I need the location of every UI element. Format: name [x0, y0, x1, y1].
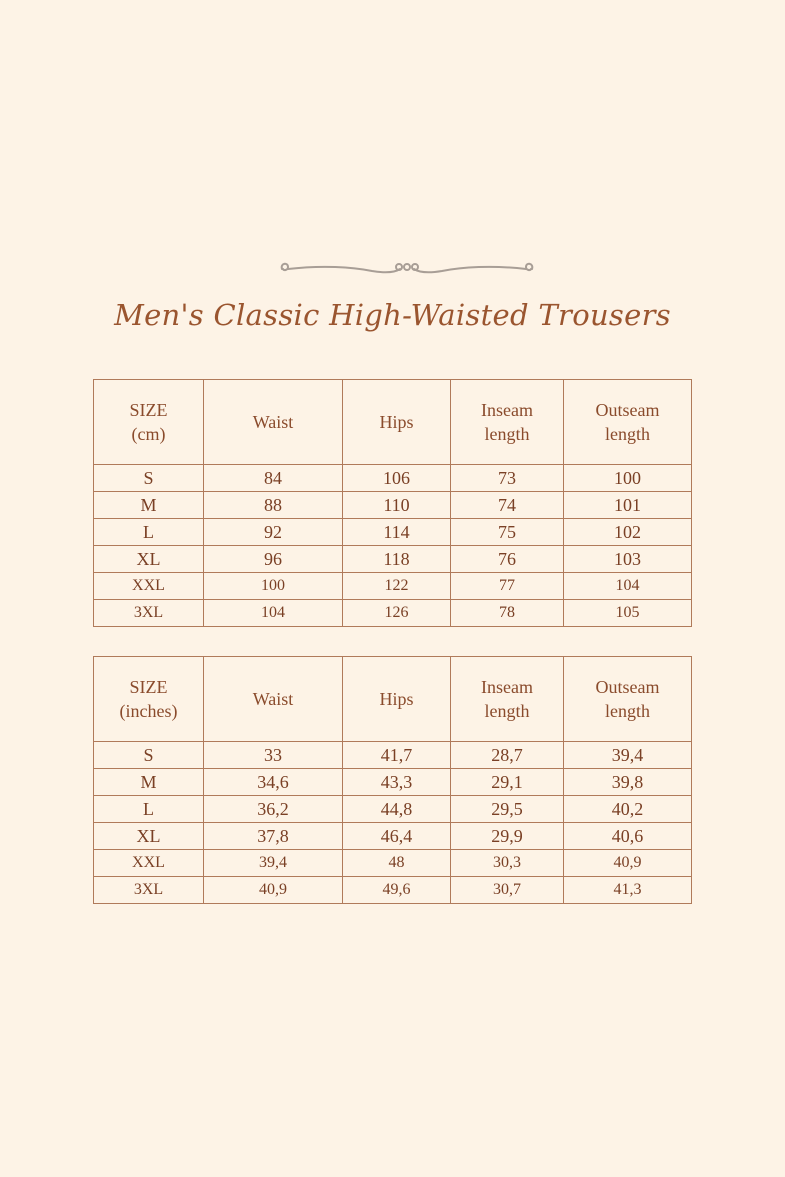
cell-inseam: 75 [451, 519, 564, 546]
header-size: SIZE (cm) [94, 380, 204, 465]
cell-waist: 40,9 [204, 877, 343, 904]
cell-hips: 118 [343, 546, 451, 573]
cell-size: XXL [94, 573, 204, 600]
cell-hips: 122 [343, 573, 451, 600]
cell-waist: 39,4 [204, 850, 343, 877]
header-outseam: Outseam length [564, 657, 692, 742]
header-waist: Waist [204, 380, 343, 465]
flourish-divider-icon [272, 257, 542, 281]
cell-outseam: 101 [564, 492, 692, 519]
cell-inseam: 78 [451, 600, 564, 627]
cell-inseam: 74 [451, 492, 564, 519]
table-row [94, 742, 692, 769]
cell-outseam: 102 [564, 519, 692, 546]
header-outseam: Outseam length [564, 380, 692, 465]
cell-hips: 110 [343, 492, 451, 519]
cell-size: S [94, 742, 204, 769]
cell-hips: 106 [343, 465, 451, 492]
cell-inseam: 28,7 [451, 742, 564, 769]
cell-inseam: 30,3 [451, 850, 564, 877]
cell-waist: 33 [204, 742, 343, 769]
size-table-inches [93, 656, 692, 904]
cell-hips: 41,7 [343, 742, 451, 769]
cell-waist: 36,2 [204, 796, 343, 823]
table-row [94, 465, 692, 492]
size-table-cm [93, 379, 692, 627]
header-size: SIZE (inches) [94, 657, 204, 742]
cell-outseam: 105 [564, 600, 692, 627]
cell-size: XL [94, 546, 204, 573]
table-row [94, 492, 692, 519]
cell-waist: 100 [204, 573, 343, 600]
cell-outseam: 104 [564, 573, 692, 600]
cell-hips: 44,8 [343, 796, 451, 823]
cell-hips: 43,3 [343, 769, 451, 796]
table-header-row [94, 657, 692, 742]
header-waist: Waist [204, 657, 343, 742]
cell-inseam: 29,1 [451, 769, 564, 796]
cell-hips: 49,6 [343, 877, 451, 904]
header-hips: Hips [343, 657, 451, 742]
cell-size: 3XL [94, 877, 204, 904]
table-row [94, 600, 692, 627]
cell-hips: 114 [343, 519, 451, 546]
table-row [94, 573, 692, 600]
cell-size: 3XL [94, 600, 204, 627]
cell-outseam: 39,8 [564, 769, 692, 796]
cell-waist: 88 [204, 492, 343, 519]
cell-outseam: 40,6 [564, 823, 692, 850]
header-hips: Hips [343, 380, 451, 465]
cell-outseam: 41,3 [564, 877, 692, 904]
header-inseam: Inseam length [451, 380, 564, 465]
cell-size: XXL [94, 850, 204, 877]
cell-size: S [94, 465, 204, 492]
cell-waist: 104 [204, 600, 343, 627]
table-row [94, 850, 692, 877]
table-row [94, 769, 692, 796]
header-inseam: Inseam length [451, 657, 564, 742]
table-row [94, 877, 692, 904]
cell-inseam: 29,5 [451, 796, 564, 823]
cell-outseam: 100 [564, 465, 692, 492]
cell-inseam: 76 [451, 546, 564, 573]
cell-waist: 34,6 [204, 769, 343, 796]
cell-size: L [94, 519, 204, 546]
cell-waist: 37,8 [204, 823, 343, 850]
cell-outseam: 103 [564, 546, 692, 573]
cell-size: XL [94, 823, 204, 850]
cell-hips: 46,4 [343, 823, 451, 850]
table-header-row [94, 380, 692, 465]
cell-inseam: 73 [451, 465, 564, 492]
cell-outseam: 40,2 [564, 796, 692, 823]
cell-waist: 96 [204, 546, 343, 573]
cell-hips: 126 [343, 600, 451, 627]
cell-inseam: 29,9 [451, 823, 564, 850]
cell-inseam: 77 [451, 573, 564, 600]
cell-size: M [94, 492, 204, 519]
cell-size: M [94, 769, 204, 796]
cell-inseam: 30,7 [451, 877, 564, 904]
table-row [94, 796, 692, 823]
page-title: Men's Classic High-Waisted Trousers [114, 298, 671, 332]
cell-hips: 48 [343, 850, 451, 877]
cell-outseam: 39,4 [564, 742, 692, 769]
cell-waist: 92 [204, 519, 343, 546]
table-row [94, 546, 692, 573]
table-row [94, 823, 692, 850]
cell-outseam: 40,9 [564, 850, 692, 877]
cell-waist: 84 [204, 465, 343, 492]
cell-size: L [94, 796, 204, 823]
table-row [94, 519, 692, 546]
